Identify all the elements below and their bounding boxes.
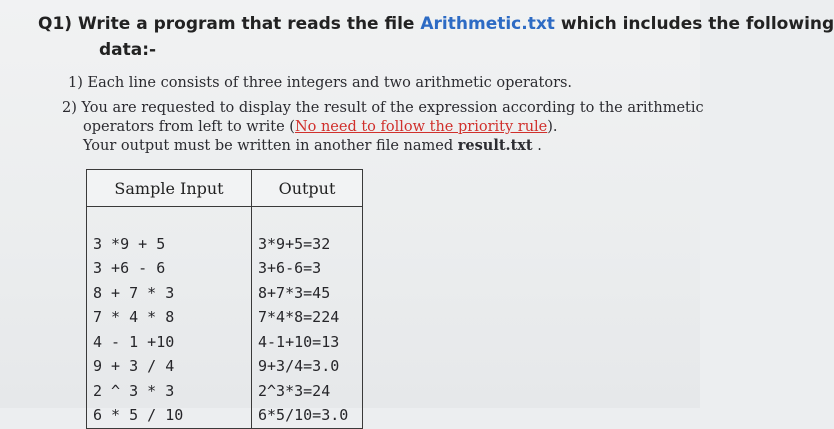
output-cell: 6*5/10=3.0 [252,403,363,428]
output-cell: 9+3/4=3.0 [252,354,363,379]
input-cell: 6 * 5 / 10 [87,403,252,428]
output-filename: result.txt [457,137,533,154]
input-cell: 3 *9 + 5 [87,232,252,257]
output-cell: 3*9+5=32 [252,232,363,257]
output-cell: 7*4*8=224 [252,305,363,330]
input-cell: 2 ^ 3 * 3 [87,379,252,404]
output-cell: 8+7*3=45 [252,281,363,306]
priority-rule-note: No need to follow the priority rule [294,119,548,135]
input-cell: 8 + 7 * 3 [87,281,252,306]
table-spacer [87,207,363,232]
filename: Arithmetic.txt [420,14,555,34]
table-row [87,354,363,379]
input-cell: 4 - 1 +10 [87,330,252,355]
requirement-2-line1: 2) You are requested to display the result of the expression according to the arithmetic [62,100,704,116]
table-row [87,330,363,355]
input-cell: 9 + 3 / 4 [87,354,252,379]
question-title-line2: data:- [99,40,157,60]
requirement-2-line3 [83,137,542,154]
requirement-2-text: operators from left to write ( [83,119,295,135]
requirement-2-close: ). [547,119,558,135]
table-header-row [87,170,363,207]
table-row [87,256,363,281]
header-output: Output [252,170,363,207]
table-row [87,305,363,330]
requirement-2-line2 [83,119,558,135]
table-row [87,281,363,306]
output-file-end: . [532,138,542,154]
input-cell: 7 * 4 * 8 [87,305,252,330]
question-title [38,14,834,34]
output-file-text: Your output must be written in another file named [83,138,458,154]
table-row [87,379,363,404]
table-row [87,403,363,428]
input-cell: 3 +6 - 6 [87,256,252,281]
output-cell: 4-1+10=13 [252,330,363,355]
sample-table [86,169,363,429]
output-cell: 3+6-6=3 [252,256,363,281]
table-row [87,232,363,257]
output-cell: 2^3*3=24 [252,379,363,404]
header-sample-input: Sample Input [87,170,252,207]
requirement-1: 1) Each line consists of three integers and two arithmetic operators. [68,75,573,91]
question-prefix: Q1) Write a program that reads the file [38,14,421,34]
question-suffix: which includes the following [554,14,834,34]
